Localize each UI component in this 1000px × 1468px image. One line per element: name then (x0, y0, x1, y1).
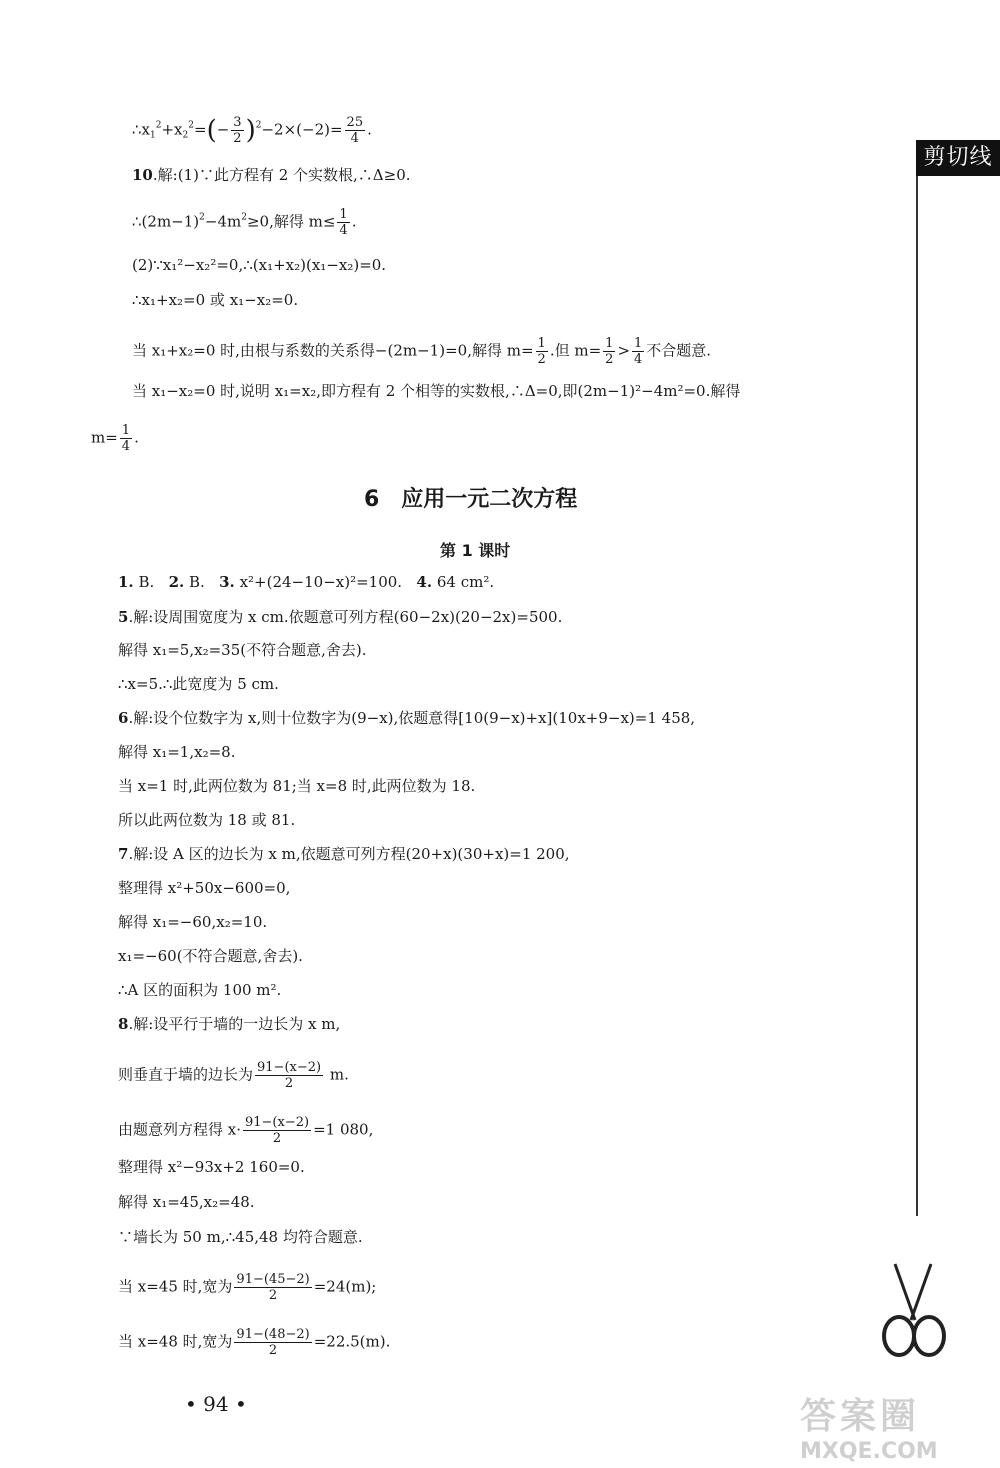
scissors-icon (873, 1262, 953, 1358)
q6-line-3: 当 x=1 时,此两位数为 81;当 x=8 时,此两位数为 18. (118, 777, 476, 795)
cut-line-tab: 剪切线 (916, 140, 1000, 176)
fraction: $\frac{91-(45-2)}{2}$ (236, 1272, 310, 1303)
q5-line-2: 解得 x₁=5,x₂=35(不符合题意,舍去). (118, 641, 367, 659)
q7-line-5: ∴A 区的面积为 100 m². (118, 981, 282, 999)
q8-line-6: ∵墙长为 50 m,∴45,48 均符合题意. (118, 1228, 363, 1246)
fraction: $\frac{91-(x-2)}{2}$ (257, 1060, 322, 1091)
fraction: $\frac{1}{4}$ (634, 336, 643, 367)
q7-line-1: 7.解:设 A 区的边长为 x m,依题意可列方程(20+x)(30+x)=1 200, (118, 845, 570, 863)
fraction: $\frac{1}{2}$ (537, 336, 546, 367)
q10-line-2: $\therefore(2m-1)^2-4m^2\ge 0$,解得 m≤ $\frac{1}{4}$ . (132, 207, 357, 238)
fraction: $\frac{1}{4}$ (339, 207, 348, 238)
watermark-cn: 答案圈 (800, 1396, 921, 1437)
q5-line-1: 5.解:设周围宽度为 x cm.依题意可列方程(60−2x)(20−2x)=500. (118, 608, 563, 626)
fraction: $\frac{1}{2}$ (605, 336, 614, 367)
q8-line-5: 解得 x₁=45,x₂=48. (118, 1193, 255, 1211)
q8-line-1: 8.解:设平行于墙的一边长为 x m, (118, 1015, 341, 1033)
q8-line-3: 由题意列方程得 x· $\frac{91-(x-2)}{2}$ =1 080, (118, 1115, 374, 1146)
section-title: 6 应用一元二次方程 (364, 487, 578, 512)
q8-line-4: 整理得 x²−93x+2 160=0. (118, 1158, 305, 1176)
fraction: $\frac{1}{4}$ (121, 423, 131, 454)
q8-line-2: 则垂直于墙的边长为 $\frac{91-(x-2)}{2}$ m. (118, 1060, 349, 1091)
q5-line-3: ∴x=5.∴此宽度为 5 cm. (118, 675, 279, 693)
q10-line-7: m= $\frac{1}{4}$ . (91, 423, 139, 454)
watermark (800, 1388, 990, 1464)
q8-line-8: 当 x=48 时,宽为 $\frac{91-(48-2)}{2}$ =22.5(m). (118, 1327, 391, 1358)
q6-line-4: 所以此两位数为 18 或 81. (118, 811, 296, 829)
cut-line (916, 176, 918, 1216)
fraction: $\frac{91-(48-2)}{2}$ (236, 1327, 310, 1358)
q10-line-6: 当 x₁−x₂=0 时,说明 x₁=x₂,即方程有 2 个相等的实数根,∴Δ=0,即(2m−1)²−4m²=0.解得 (132, 382, 741, 400)
q9-line-1: $\therefore x_1^2+x_2^2=(-$ $\frac{3}{2}$ )$^2$−2×(−2)= $\frac{25}{4}$ . (132, 115, 372, 146)
q8-line-7: 当 x=45 时,宽为 $\frac{91-(45-2)}{2}$ =24(m); (118, 1272, 377, 1303)
q7-line-2: 整理得 x²+50x−600=0, (118, 879, 291, 897)
q7-line-3: 解得 x₁=−60,x₂=10. (118, 913, 268, 931)
q10-line-1: 10.解:(1)∵此方程有 2 个实数根,∴Δ≥0. (132, 166, 411, 184)
fraction: $\frac{25}{4}$ (346, 115, 364, 146)
section-subtitle: 第 1 课时 (440, 541, 511, 560)
fraction: $\frac{91-(x-2)}{2}$ (245, 1115, 310, 1146)
q6-line-2: 解得 x₁=1,x₂=8. (118, 743, 236, 761)
fraction: $\frac{3}{2}$ (233, 115, 242, 146)
q10-line-4: ∴x₁+x₂=0 或 x₁−x₂=0. (132, 291, 299, 309)
q10-line-3: (2)∵x₁²−x₂²=0,∴(x₁+x₂)(x₁−x₂)=0. (132, 256, 387, 274)
answers-line-1-4: 1. B. 2. B. 3. x²+(24−10−x)²=100. 4. 64 cm². (118, 573, 495, 591)
q6-line-1: 6.解:设个位数字为 x,则十位数字为(9−x),依题意得[10(9−x)+x](10x+9−x)=1 458, (118, 709, 696, 727)
watermark-en: MXQE.COM (800, 1439, 938, 1464)
q7-line-4: x₁=−60(不符合题意,舍去). (118, 947, 303, 965)
page-number: • 94 • (185, 1392, 247, 1416)
q10-line-5: 当 x₁+x₂=0 时,由根与系数的关系得−(2m−1)=0,解得 m= $\frac{1}{2}$ .但 m= $\frac{1}{2}$ > $\frac{1}{4}$ 不合题意. (132, 336, 712, 367)
